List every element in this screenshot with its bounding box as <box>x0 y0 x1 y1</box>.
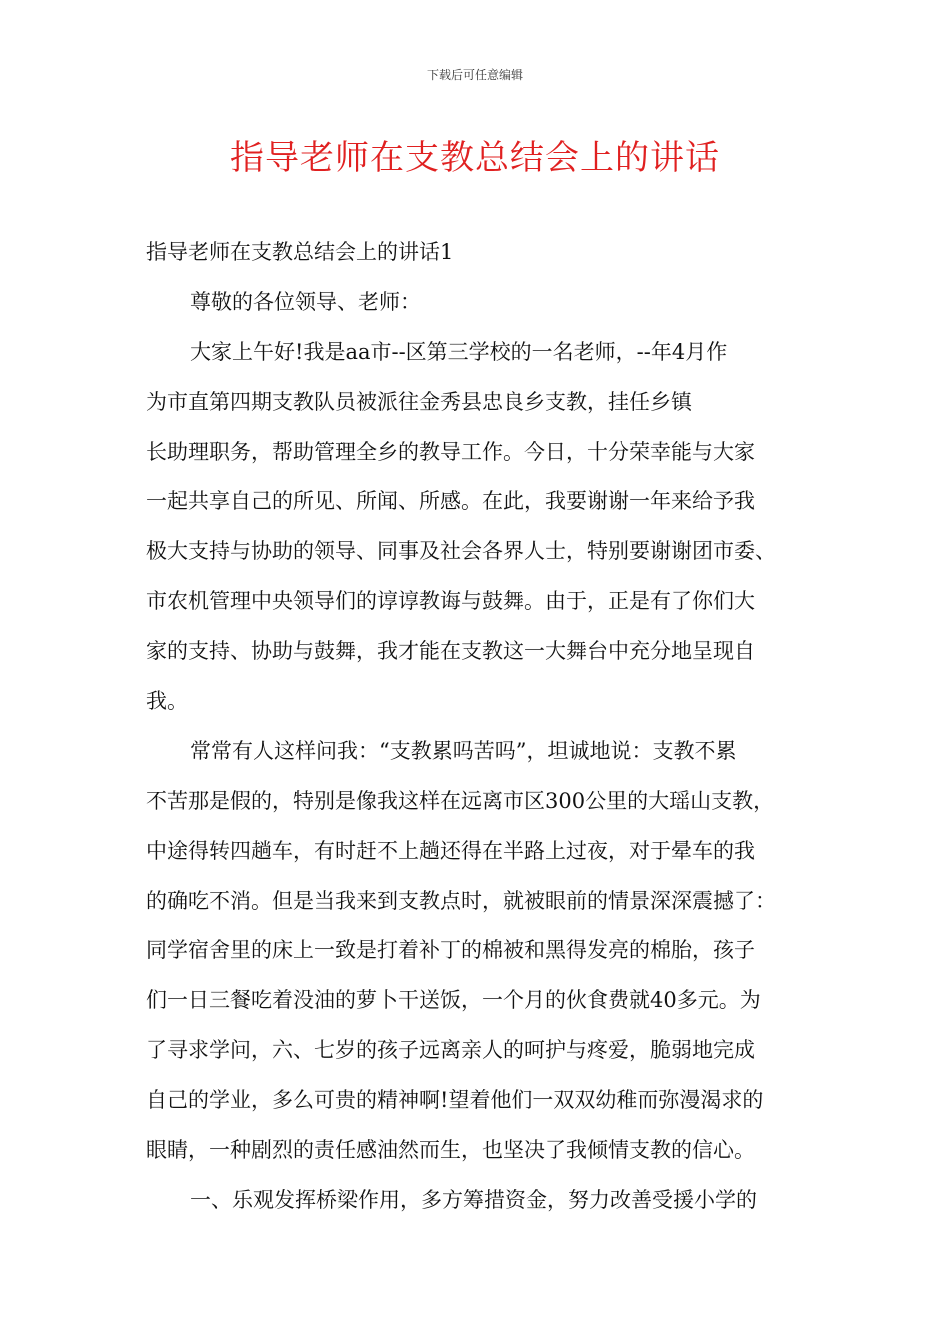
document-body <box>146 228 808 1226</box>
paragraph-line: 常常有人这样问我：“支教累吗苦吗”，坦诚地说：支教不累 <box>190 738 737 763</box>
paragraph-line: 家的支持、协助与鼓舞，我才能在支教这一大舞台中充分地呈现自 <box>146 639 755 664</box>
paragraph-line: 指导老师在支教总结会上的讲话1 <box>146 240 454 264</box>
paragraph-line: 极大支持与协助的领导、同事及社会各界人士，特别要谢谢团市委、 <box>146 539 776 564</box>
paragraph-line: 我。 <box>146 689 188 714</box>
paragraph-line: 自己的学业，多么可贵的精神啊!望着他们一双双幼稚而弥漫渴求的 <box>146 1088 764 1113</box>
paragraph-line: 的确吃不消。但是当我来到支教点时，就被眼前的情景深深震撼了： <box>146 888 776 913</box>
header-note: 下载后可任意编辑 <box>426 68 523 82</box>
paragraph-line: 市农机管理中央领导们的谆谆教诲与鼓舞。由于，正是有了你们大 <box>146 589 755 614</box>
paragraph-line: 了寻求学问，六、七岁的孩子远离亲人的呵护与疼爱，脆弱地完成 <box>146 1038 755 1063</box>
paragraph-line: 一起共享自己的所见、所闻、所感。在此，我要谢谢一年来给予我 <box>146 489 755 514</box>
paragraph-line: 为市直第四期支教队员被派往金秀县忠良乡支教，挂任乡镇 <box>146 389 692 414</box>
paragraph-line: 们一日三餐吃着没油的萝卜干送饭，一个月的伙食费就40多元。为 <box>146 988 761 1013</box>
paragraph-line: 不苦那是假的，特别是像我这样在远离市区300公里的大瑶山支教， <box>146 788 775 813</box>
paragraph-line: 长助理职务，帮助管理全乡的教导工作。今日，十分荣幸能与大家 <box>146 439 755 464</box>
paragraph-line: 眼睛，一种剧烈的责任感油然而生，也坚决了我倾情支教的信心。 <box>146 1138 755 1163</box>
paragraph-line: 大家上午好!我是aa市--区第三学校的一名老师，--年4月作 <box>190 339 728 364</box>
paragraph-line: 尊敬的各位领导、老师： <box>190 289 421 314</box>
paragraph-line: 中途得转四趟车，有时赶不上趟还得在半路上过夜，对于晕车的我 <box>146 838 755 863</box>
paragraph-line: 一、乐观发挥桥梁作用，多方筹措资金，努力改善受援小学的 <box>190 1187 757 1212</box>
document-title: 指导老师在支教总结会上的讲话 <box>230 138 720 178</box>
paragraph-line: 同学宿舍里的床上一致是打着补丁的棉被和黑得发亮的棉胎，孩子 <box>146 938 755 963</box>
